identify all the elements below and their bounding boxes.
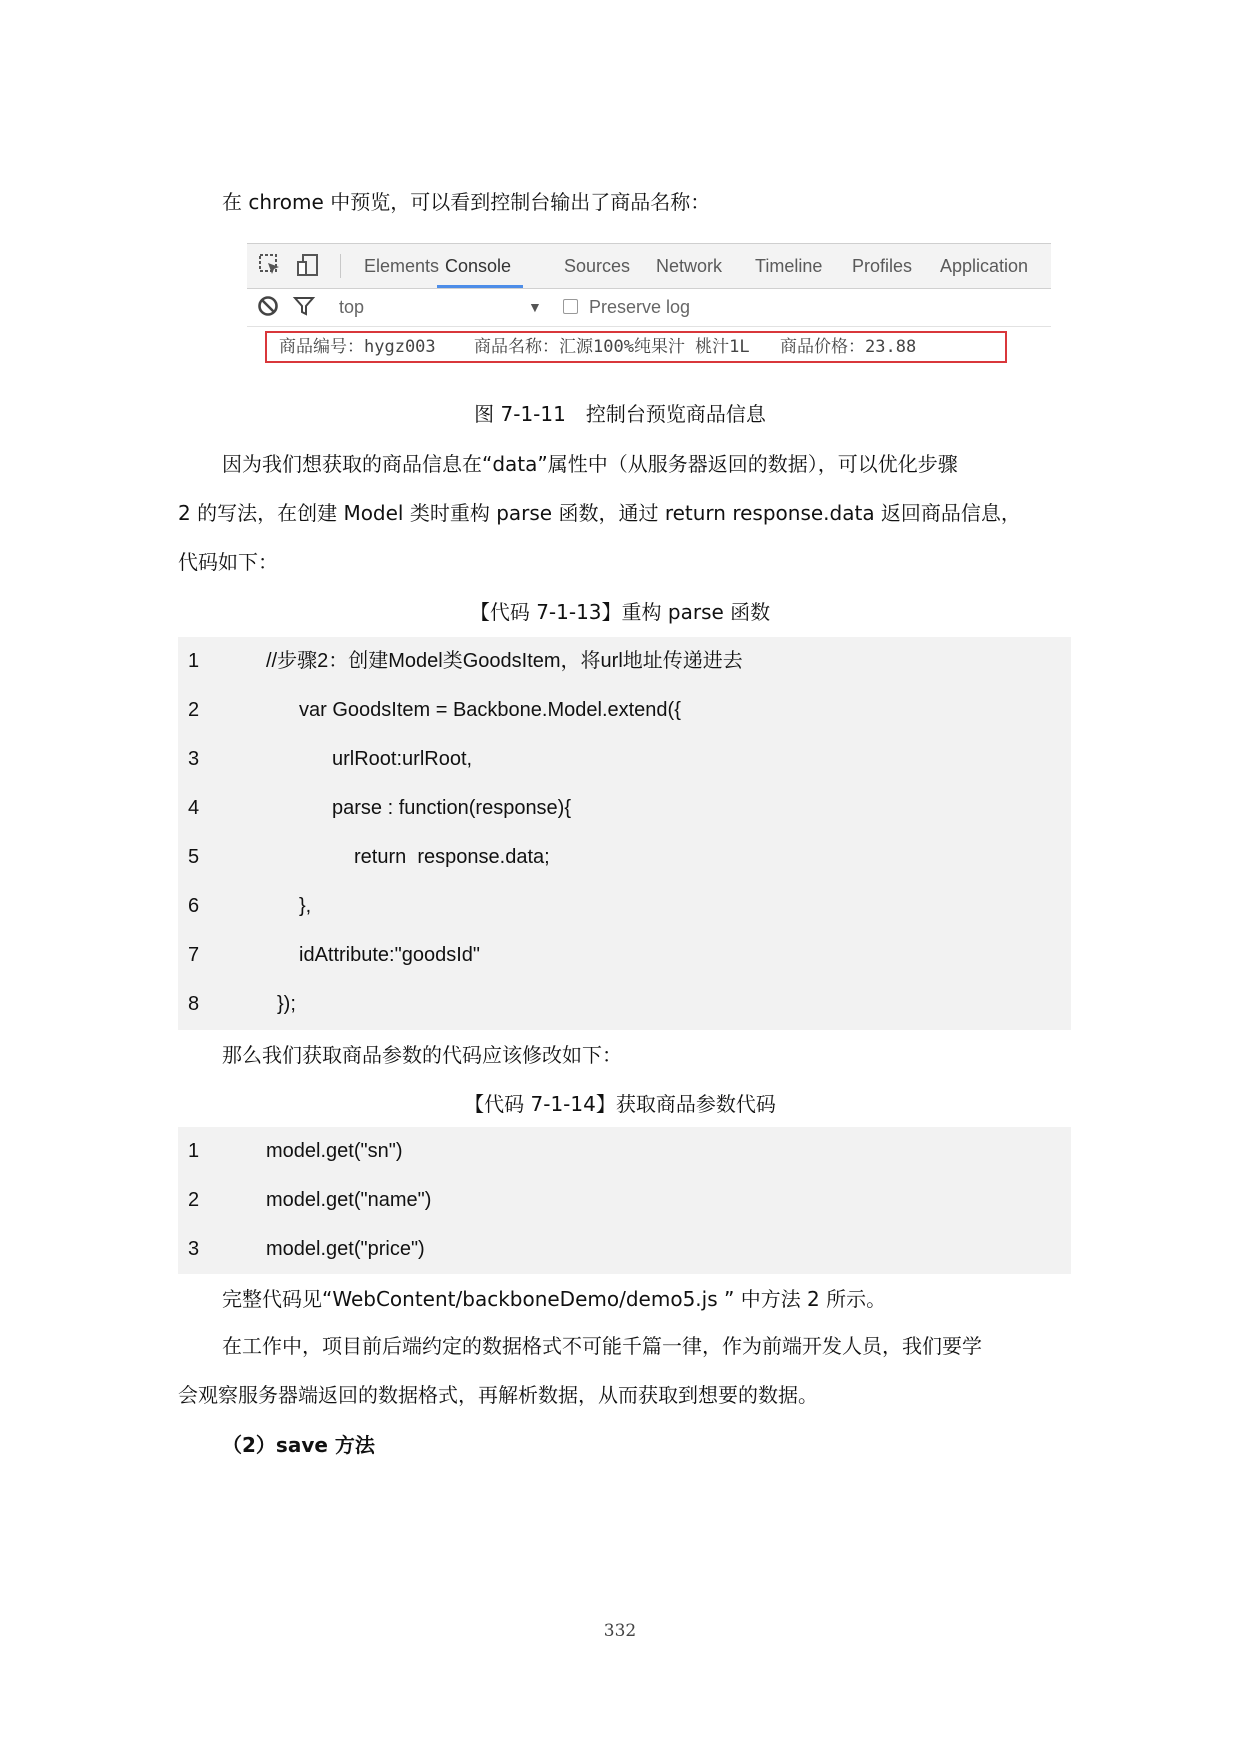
code-text: var GoodsItem = Backbone.Model.extend({ [299, 699, 681, 721]
console-log-line [265, 331, 1007, 363]
code-text: idAttribute:"goodsId" [299, 944, 480, 966]
paragraph-4-line-2: 会观察服务器端返回的数据格式，再解析数据，从而获取到想要的数据。 [178, 1383, 818, 1407]
line-number: 5 [188, 846, 200, 868]
code-text: }, [299, 895, 312, 917]
device-toolbar-icon[interactable] [295, 252, 321, 278]
line-number: 1 [188, 650, 200, 672]
line-number: 6 [188, 895, 200, 917]
tab-sources[interactable]: Sources [564, 256, 631, 276]
line-number: 2 [188, 699, 200, 721]
log-goods-sn: 商品编号：hygz003 [279, 337, 436, 357]
toolbar-divider [340, 254, 341, 278]
context-selector[interactable]: top [339, 297, 365, 317]
inspect-element-icon[interactable] [257, 252, 283, 278]
paragraph-2: 那么我们获取商品参数的代码应该修改如下： [222, 1043, 622, 1067]
code-text: parse : function(response){ [332, 797, 572, 819]
code-line [178, 1127, 1071, 1176]
paragraph-1-line-1: 因为我们想获取的商品信息在“data”属性中（从服务器返回的数据），可以优化步骤 [222, 452, 958, 476]
tab-console[interactable]: Console [437, 244, 523, 288]
code-text: return response.data; [354, 846, 550, 868]
console-filter-bar [247, 288, 1051, 327]
paragraph-1 [178, 440, 1058, 587]
log-goods-price: 商品价格：23.88 [780, 337, 917, 357]
line-number: 3 [188, 1238, 200, 1260]
paragraph-4-line-1: 在工作中，项目前后端约定的数据格式不可能千篇一律，作为前端开发人员，我们要学 [222, 1334, 982, 1358]
intro-text: 在 chrome 中预览，可以看到控制台输出了商品名称： [222, 190, 711, 214]
paragraph-1-line-2: 2 的写法，在创建 Model 类时重构 parse 函数，通过 return response.data 返回商品信息， [178, 501, 1021, 525]
code-line [178, 637, 1071, 686]
code-text: //步骤2：创建Model类GoodsItem，将url地址传递进去 [266, 650, 743, 672]
section-heading: （2）save 方法 [222, 1433, 375, 1457]
code-line [178, 686, 1071, 735]
paragraph-1-line-3: 代码如下： [178, 550, 278, 574]
code-text: }); [277, 993, 296, 1015]
tab-network[interactable]: Network [656, 256, 723, 276]
code-line [178, 1225, 1071, 1274]
code-text: model.get("name") [266, 1189, 432, 1211]
code-block-1 [178, 637, 1071, 1030]
code-text: model.get("price") [266, 1238, 425, 1260]
code-1-caption: 【代码 7-1-13】重构 parse 函数 [469, 600, 771, 624]
devtools-screenshot [247, 243, 1051, 363]
line-number: 3 [188, 748, 200, 770]
code-line [178, 735, 1071, 784]
code-block-2 [178, 1127, 1071, 1274]
code-line [178, 784, 1071, 833]
code-2-caption: 【代码 7-1-14】获取商品参数代码 [464, 1092, 776, 1116]
preserve-log-label: Preserve log [589, 297, 691, 317]
log-goods-name: 商品名称：汇源100%纯果汁 桃汁1L [474, 337, 750, 357]
tab-application[interactable]: Application [940, 256, 1029, 276]
line-number: 4 [188, 797, 200, 819]
code-text: urlRoot:urlRoot, [332, 748, 473, 770]
tab-profiles[interactable]: Profiles [852, 256, 913, 276]
line-number: 8 [188, 993, 200, 1015]
clear-console-icon[interactable] [255, 294, 281, 320]
paragraph-4 [178, 1322, 1058, 1420]
filter-icon[interactable] [291, 294, 317, 320]
chevron-down-icon[interactable]: ▼ [528, 299, 542, 315]
code-line [178, 833, 1071, 882]
preserve-log-checkbox[interactable] [563, 299, 578, 314]
paragraph-3: 完整代码见“WebContent/backboneDemo/demo5.js ” 中方法 2 所示。 [222, 1287, 887, 1311]
line-number: 1 [188, 1140, 200, 1162]
code-line [178, 931, 1071, 980]
page-number: 332 [603, 1621, 637, 1641]
tab-timeline[interactable]: Timeline [755, 256, 823, 276]
code-line [178, 980, 1071, 1029]
tab-elements[interactable]: Elements [364, 256, 440, 276]
line-number: 2 [188, 1189, 200, 1211]
line-number: 7 [188, 944, 200, 966]
code-text: model.get("sn") [266, 1140, 403, 1162]
figure-caption: 图 7-1-11 控制台预览商品信息 [474, 402, 766, 426]
code-line [178, 882, 1071, 931]
devtools-toolbar [247, 243, 1051, 289]
code-line [178, 1176, 1071, 1225]
